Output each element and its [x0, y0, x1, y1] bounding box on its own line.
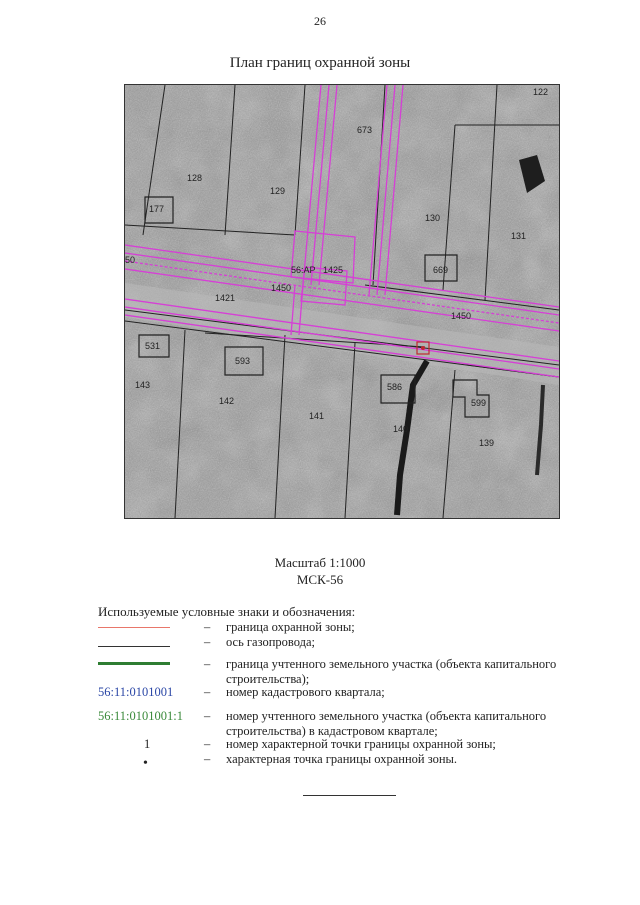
legend-dash: –	[204, 709, 211, 723]
map-label: 128	[187, 173, 203, 183]
map-label: 139	[479, 438, 495, 448]
map-label: 593	[235, 356, 251, 366]
legend-dash: –	[204, 620, 211, 634]
cadastral-map	[124, 84, 560, 519]
legend-dash: –	[204, 657, 211, 671]
map-label: 142	[219, 396, 235, 406]
legend-text: граница учтенного земельного участка (объекта капитального строительства);	[226, 657, 557, 686]
map-label: 599	[471, 398, 487, 408]
map-label: 531	[145, 341, 161, 351]
legend-dash: –	[204, 737, 211, 751]
pipeline-axis-line-symbol	[98, 646, 170, 647]
parcel-number-symbol: 56:11:0101001:1	[98, 709, 183, 723]
map-label: 130	[425, 213, 441, 223]
map-label: 143	[135, 380, 151, 390]
legend-dash: –	[204, 635, 211, 649]
zone-boundary-line-symbol	[98, 627, 170, 628]
parcel-boundary-line-symbol	[98, 662, 170, 665]
characteristic-point-symbol: •	[143, 756, 148, 771]
map-label: 140	[393, 424, 409, 434]
legend-dash: –	[204, 752, 211, 766]
quarter-number-symbol: 56:11:0101001	[98, 685, 174, 699]
legend-text: номер кадастрового квартала;	[226, 685, 385, 699]
map-drawing	[125, 85, 559, 518]
legend-row-quarter-number	[98, 685, 578, 701]
map-label: 1450	[451, 311, 472, 321]
legend-row-pipeline-axis	[98, 635, 578, 651]
legend-row-point-number	[98, 737, 578, 753]
map-label: 56:AP	[291, 265, 316, 275]
map-label: 1450	[271, 283, 292, 293]
scale-text: Масштаб 1:1000	[274, 555, 366, 570]
characteristic-point-dot	[421, 346, 425, 350]
map-label: 129	[270, 186, 286, 196]
page-number: 26	[314, 14, 326, 28]
map-label: 1425	[323, 265, 344, 275]
map-label: 50	[125, 255, 136, 265]
legend-row-characteristic-point	[98, 752, 578, 770]
legend-text: характерная точка границы охранной зоны.	[226, 752, 458, 766]
legend-dash: –	[204, 685, 211, 699]
map-label: 1421	[215, 293, 236, 303]
legend-text: номер учтенного земельного участка (объекта капитального строительства) в кадастровом квартале;	[226, 709, 547, 738]
map-label: 673	[357, 125, 373, 135]
map-label: 669	[433, 265, 449, 275]
plan-title: План границ охранной зоны	[229, 55, 411, 71]
point-number-symbol: 1	[144, 737, 151, 751]
map-label: 122	[533, 87, 549, 97]
footer-rule	[303, 795, 396, 796]
legend-text: номер характерной точки границы охранной зоны;	[226, 737, 496, 751]
map-label: 131	[511, 231, 527, 241]
map-label: 177	[149, 204, 165, 214]
map-label: 586	[387, 382, 403, 392]
legend-text: ось газопровода;	[226, 635, 316, 649]
coordinate-system-text: МСК-56	[296, 572, 344, 587]
legend-text: граница охранной зоны;	[226, 620, 355, 634]
scale-block	[0, 554, 640, 588]
map-label: 141	[309, 411, 325, 421]
legend-heading: Используемые условные знаки и обозначения:	[98, 604, 356, 619]
legend-row-zone-boundary	[98, 620, 578, 636]
